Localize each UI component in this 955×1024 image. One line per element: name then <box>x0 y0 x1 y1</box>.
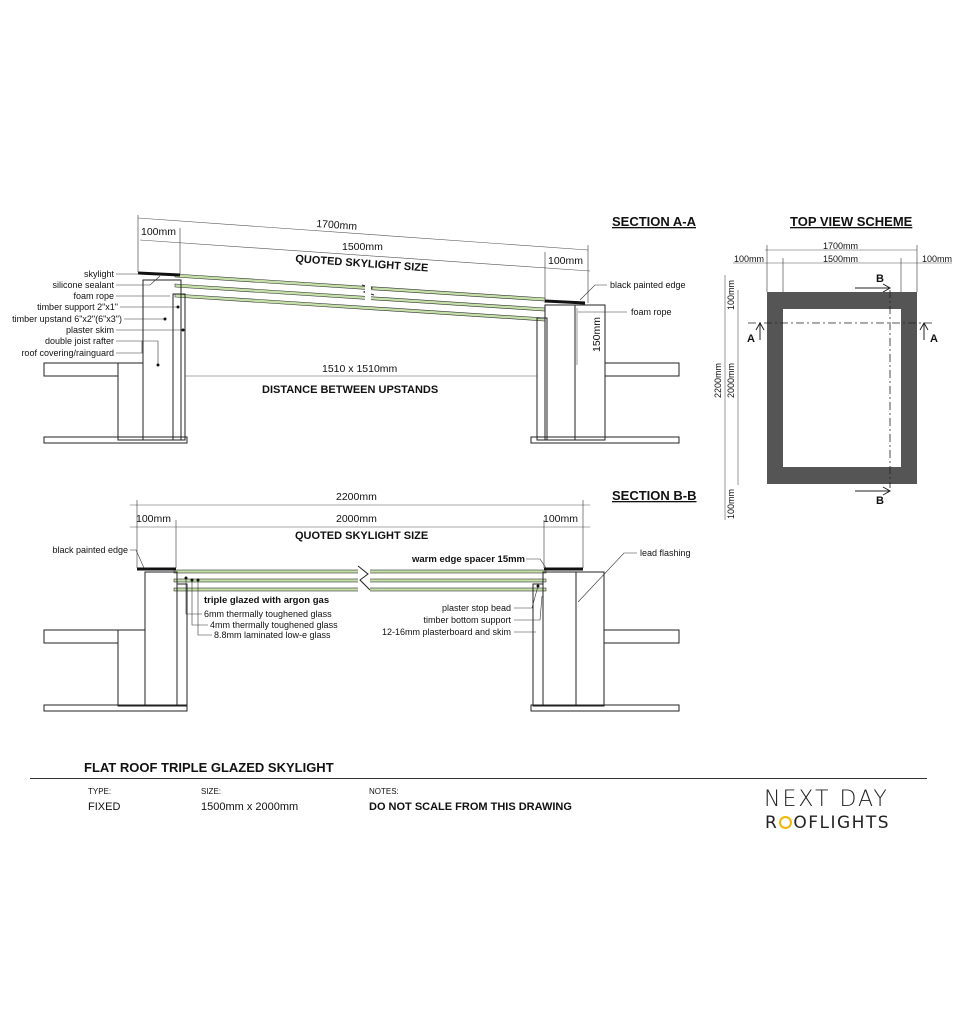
title-rule <box>30 778 927 779</box>
drawing-title: FLAT ROOF TRIPLE GLAZED SKYLIGHT <box>84 760 334 775</box>
marker-a-left: A <box>747 333 755 345</box>
label-foam-rope-right: foam rope <box>631 307 672 317</box>
label-skylight: skylight <box>83 269 114 279</box>
dim-150-label: 150mm <box>591 316 603 352</box>
label-plasterboard: 12-16mm plasterboard and skim <box>381 627 511 637</box>
label-black-edge-aa: black painted edge <box>610 280 686 290</box>
dim-aa-left-label: 100mm <box>141 226 177 238</box>
top-dim-top: 100mm <box>726 279 736 310</box>
label-plaster-bead: plaster stop bead <box>441 603 511 613</box>
label-double-joist: double joist rafter <box>44 336 114 346</box>
glass-unit-aa <box>138 273 585 321</box>
logo-r: R <box>765 813 779 833</box>
marker-b-top: B <box>876 273 884 285</box>
label-plaster-skim: plaster skim <box>65 325 114 335</box>
section-bb <box>44 488 697 711</box>
dim-2000-label: 2000mm <box>336 513 377 525</box>
label-warm-edge: warm edge spacer 15mm <box>412 554 526 565</box>
label-timber-upstand: timber upstand 6"x2"(6"x3") <box>12 314 122 324</box>
label-glass-6mm: 6mm thermally toughened glass <box>204 609 332 619</box>
top-dim-bottom: 100mm <box>726 488 736 519</box>
dim-bb-right-label: 100mm <box>543 513 579 525</box>
label-foam-rope: foam rope <box>73 291 114 301</box>
top-dim-1700: 1700mm <box>823 241 859 251</box>
notes-label: NOTES: <box>369 787 399 796</box>
dim-bb-left-label: 100mm <box>136 513 172 525</box>
top-dim-2000: 2000mm <box>726 362 736 398</box>
quoted-label-aa: QUOTED SKYLIGHT SIZE <box>294 253 429 275</box>
top-view-title: TOP VIEW SCHEME <box>790 214 913 229</box>
label-glass-4mm: 4mm thermally toughened glass <box>210 620 338 630</box>
logo-rest: OFLIGHTS <box>793 813 891 833</box>
between-label: DISTANCE BETWEEN UPSTANDS <box>262 384 439 396</box>
top-dim-left: 100mm <box>734 254 765 264</box>
dim-1700-label: 1700mm <box>315 217 358 233</box>
notes-value: DO NOT SCALE FROM THIS DRAWING <box>369 801 572 813</box>
section-bb-title: SECTION B-B <box>612 488 697 503</box>
size-value: 1500mm x 2000mm <box>201 801 299 813</box>
label-roof-covering: roof covering/rainguard <box>21 348 114 358</box>
label-silicone-sealant: silicone sealant <box>52 280 114 290</box>
left-upstand-bb <box>44 572 187 711</box>
label-timber-bottom: timber bottom support <box>423 615 511 625</box>
size-label: SIZE: <box>201 787 222 796</box>
logo-circle-icon <box>779 816 792 829</box>
dim-between-label: 1510 x 1510mm <box>322 363 398 375</box>
type-label: TYPE: <box>88 787 112 796</box>
top-dim-2200: 2200mm <box>713 362 723 398</box>
logo-line1: NEXT DAY <box>764 787 889 812</box>
section-aa <box>12 214 696 443</box>
label-lead-flashing: lead flashing <box>640 548 691 558</box>
marker-b-bottom: B <box>876 495 884 507</box>
left-labels-aa <box>12 269 184 367</box>
top-dim-1500: 1500mm <box>823 254 859 264</box>
label-glass-8mm: 8.8mm laminated low-e glass <box>214 630 331 640</box>
right-upstand-bb <box>531 572 679 711</box>
glass-unit-bb <box>137 566 583 594</box>
dim-2200-label: 2200mm <box>336 491 377 503</box>
right-upstand-aa <box>531 305 679 443</box>
top-dim-right: 100mm <box>922 254 953 264</box>
dim-1500-label: 1500mm <box>342 241 383 253</box>
marker-a-right: A <box>930 333 938 345</box>
label-timber-support: timber support 2"x1" <box>37 302 118 312</box>
label-black-edge-bb: black painted edge <box>52 545 128 555</box>
quoted-label-bb: QUOTED SKYLIGHT SIZE <box>295 530 429 542</box>
type-value: FIXED <box>88 801 121 813</box>
dim-aa-right-label: 100mm <box>548 255 584 267</box>
label-triple-glazed: triple glazed with argon gas <box>204 595 330 606</box>
frame-opening <box>783 309 901 467</box>
top-view <box>713 214 952 520</box>
section-aa-title: SECTION A-A <box>612 214 697 229</box>
logo-line2 <box>765 813 890 833</box>
